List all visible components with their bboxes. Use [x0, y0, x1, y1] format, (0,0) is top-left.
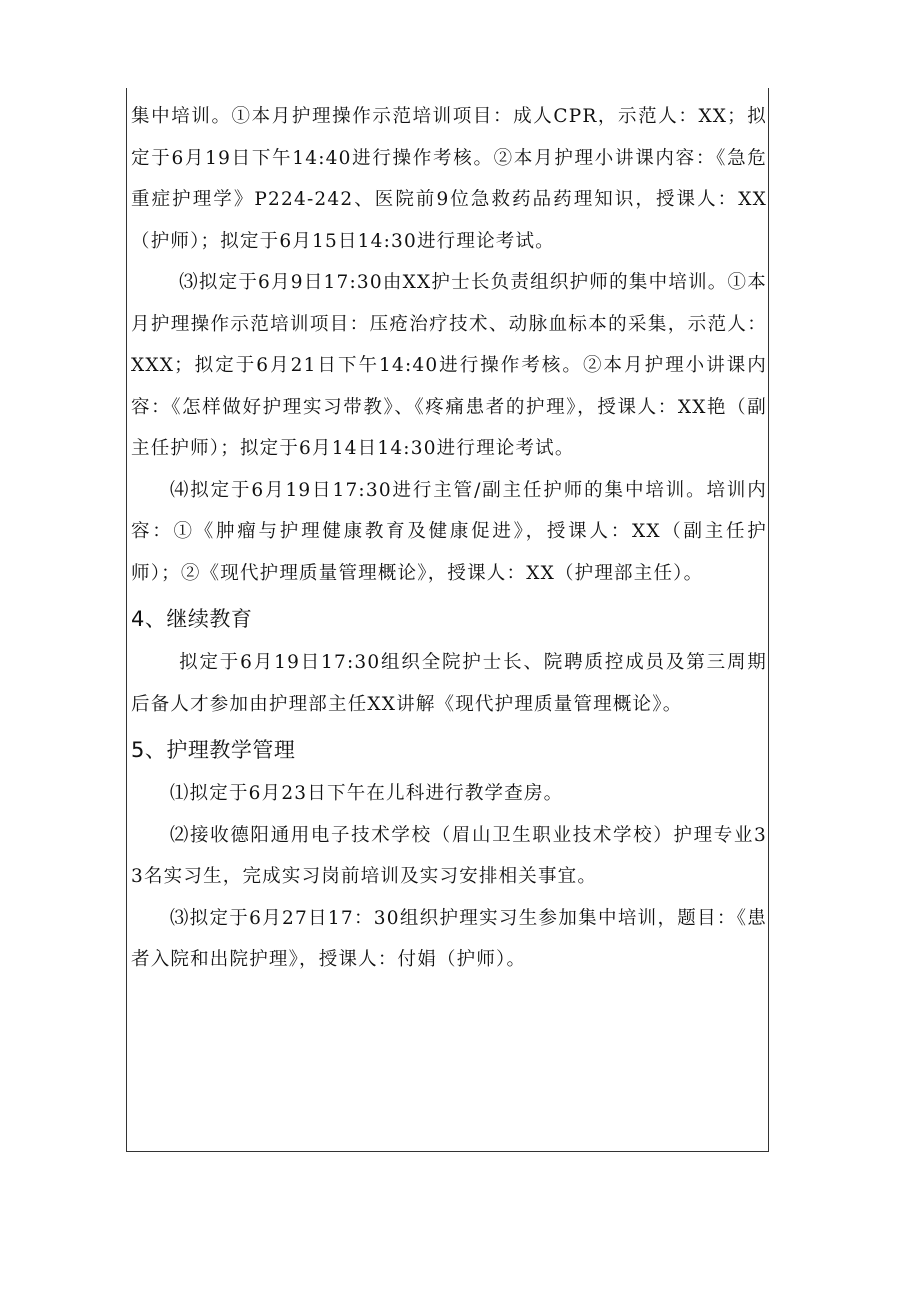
- paragraph-training-senior-nurses: ⑷拟定于6月19日17:30进行主管/副主任护师的集中培训。培训内容：①《肿瘤与护理健康教育及健康促进》，授课人：XX（副主任护师）；②《现代护理质量管理概论》，授课人：XX（护理部主任）。: [131, 479, 767, 584]
- paragraph-intern-training: ⑶拟定于6月27日17：30组织护理实习生参加集中培训，题目：《患者入院和出院护理》，授课人：付娟（护师）。: [131, 907, 767, 970]
- paragraph-training-nursing-staff: 集中培训。①本月护理操作示范培训项目：成人CPR，示范人：XX；拟定于6月19日下午14:40进行操作考核。②本月护理小讲课内容：《急危重症护理学》P224-242、医院前9位急救药品药理知识，授课人：XX（护师）；拟定于6月15日14:30进行理论考试。: [131, 106, 767, 252]
- document-content: [131, 96, 767, 981]
- section-heading-teaching-management: 5、护理教学管理: [131, 738, 296, 762]
- paragraph-training-nurse-practitioners: ⑶拟定于6月9日17:30由XX护士长负责组织护师的集中培训。①本月护理操作示范培训项目：压疮治疗技术、动脉血标本的采集，示范人：XXX；拟定于6月21日下午14:40进行操作考核。②本月护理小讲课内容：《怎样做好护理实习带教》、《疼痛患者的护理》，授课人：XX艳（副主任护师）；拟定于6月14日14:30进行理论考试。: [131, 272, 767, 459]
- paragraph-teaching-rounds: ⑴拟定于6月23日下午在儿科进行教学查房。: [169, 783, 564, 804]
- section-heading-continuing-education: 4、继续教育: [131, 607, 253, 631]
- paragraph-intern-reception: ⑵接收德阳通用电子技术学校（眉山卫生职业技术学校）护理专业33名实习生，完成实习岗前培训及实习安排相关事宜。: [131, 824, 767, 887]
- paragraph-continuing-education: 拟定于6月19日17:30组织全院护士长、院聘质控成员及第三周期后备人才参加由护理部主任XX讲解《现代护理质量管理概论》。: [131, 652, 767, 715]
